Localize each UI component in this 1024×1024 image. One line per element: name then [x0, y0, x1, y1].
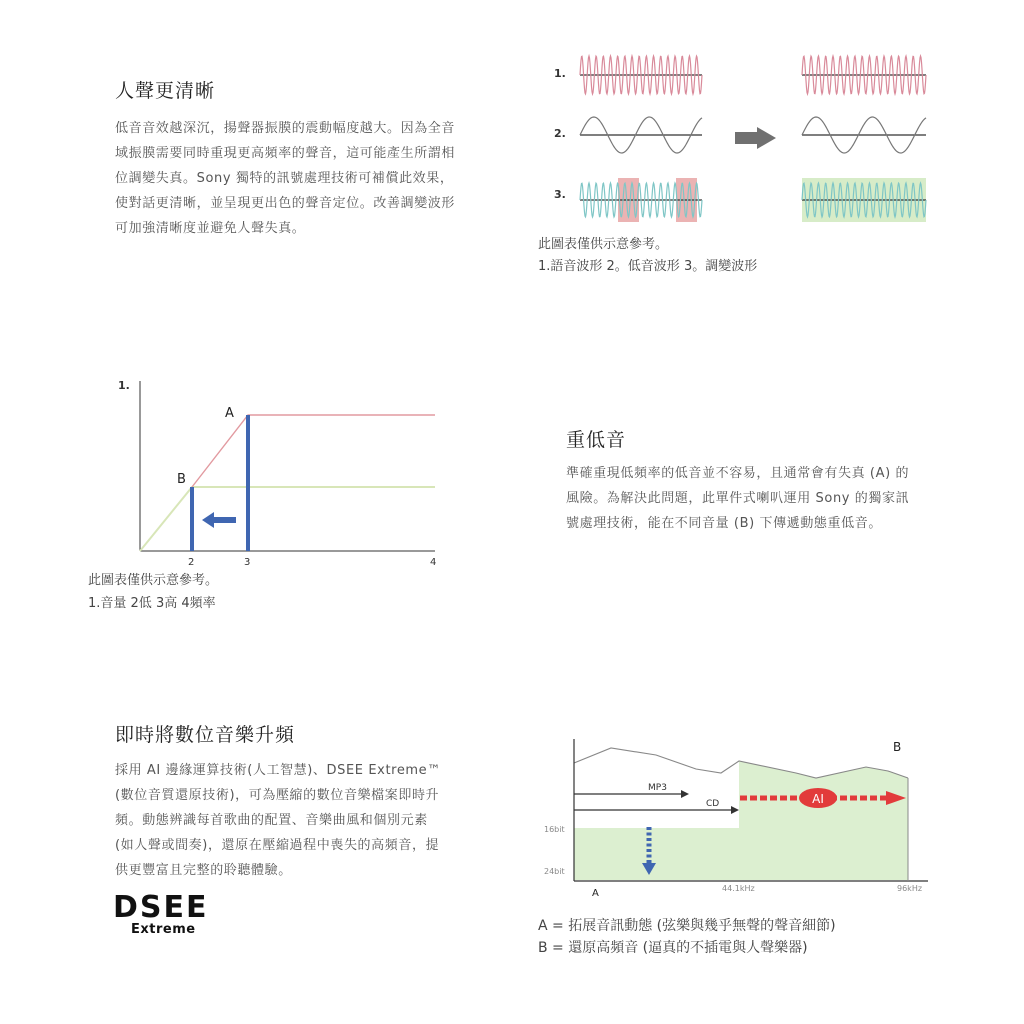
row-label-1: 1. — [554, 67, 566, 80]
mp3-arrow-head-icon — [681, 790, 689, 798]
volume-diagram — [110, 375, 450, 570]
upscaling-description: 採用 AI 邊緣運算技術(人工智慧)、DSEE Extreme™ (數位音質還原技術)，可為壓縮的數位音樂檔案即時升頻。動態辨識每首歌曲的配置、音樂曲風和個別元素 (如人聲或間奏)，還原在壓縮過程中喪失的高頻音，提供更豐富且完整的聆聽體驗。 — [115, 763, 441, 878]
volume-caption-line2: 1.音量 2低 3高 4頻率 — [88, 596, 216, 611]
cd-label: CD — [706, 799, 720, 809]
x-label-96k: 96kHz — [897, 884, 923, 893]
speech-wave-left — [580, 56, 702, 94]
point-b-label: B — [177, 472, 186, 487]
waveform-diagram — [540, 45, 940, 235]
section-title-upscaling: 即時將數位音樂升頻 — [115, 724, 296, 746]
upscaled-area — [739, 761, 908, 880]
vocal-clarity-description: 低音音效越深沉，揚聲器振膜的震動幅度越大。因為全音域振膜需要同時重現更高頻率的聲音，這可能產生所謂相位調變失真。Sony 獨特的訊號處理技術可補償此效果，使對話更清晰，並呈現更出色的聲音定位。改善調變波形可加強清晰度並避免人聲失真。 — [115, 121, 456, 236]
label-b: B — [893, 740, 902, 754]
dsee-logo-sub: Extreme — [131, 922, 196, 937]
upscaling-diagram — [536, 733, 931, 908]
section-title-deep-bass: 重低音 — [566, 429, 627, 451]
volume-caption-line1: 此圖表僅供示意參考。 — [88, 573, 219, 588]
deep-bass-description: 準確重現低頻率的低音並不容易，且通常會有失真 (A) 的風險。為解決此問題，此單件式喇叭運用 Sony 的獨家訊號處理技術，能在不同音量 (B) 下傳遞動態重低音。 — [566, 466, 910, 531]
section-title-vocal-clarity: 人聲更清晰 — [115, 80, 216, 102]
dsee-logo-word: DSEE — [113, 890, 209, 925]
left-arrow-icon — [202, 512, 236, 528]
ai-label: AI — [812, 792, 824, 806]
waveform-caption-line1: 此圖表僅供示意參考。 — [538, 237, 669, 252]
row-label-2: 2. — [554, 127, 566, 140]
label-a: A — [592, 888, 599, 899]
speech-wave-right — [802, 56, 926, 94]
waveform-caption-line2: 1.語音波形 2。低音波形 3。調變波形 — [538, 259, 758, 274]
cd-arrow-head-icon — [731, 806, 739, 814]
x-label-44k: 44.1kHz — [722, 884, 755, 893]
high-volume-curve — [192, 415, 435, 487]
point-a-label: A — [225, 406, 234, 421]
mp3-label: MP3 — [648, 783, 667, 793]
row-label-3: 3. — [554, 188, 566, 201]
low-volume-curve — [140, 487, 435, 551]
x-label-frequency: 4 — [430, 557, 437, 568]
y-label-16bit: 16bit — [544, 825, 565, 834]
axis-label-1: 1. — [118, 379, 130, 392]
upscaling-legend-a: A = 拓展音訊動態 (弦樂與幾乎無聲的聲音細節) — [538, 918, 836, 934]
x-label-low: 2 — [188, 557, 195, 568]
dsee-extreme-logo — [113, 890, 209, 937]
y-label-24bit: 24bit — [544, 867, 565, 876]
upscaling-legend-b: B = 還原高頻音 (逼真的不插電與人聲樂器) — [538, 940, 808, 956]
transform-arrow-icon — [735, 127, 776, 149]
x-label-high: 3 — [244, 557, 251, 568]
cd-quality-area — [574, 828, 739, 880]
